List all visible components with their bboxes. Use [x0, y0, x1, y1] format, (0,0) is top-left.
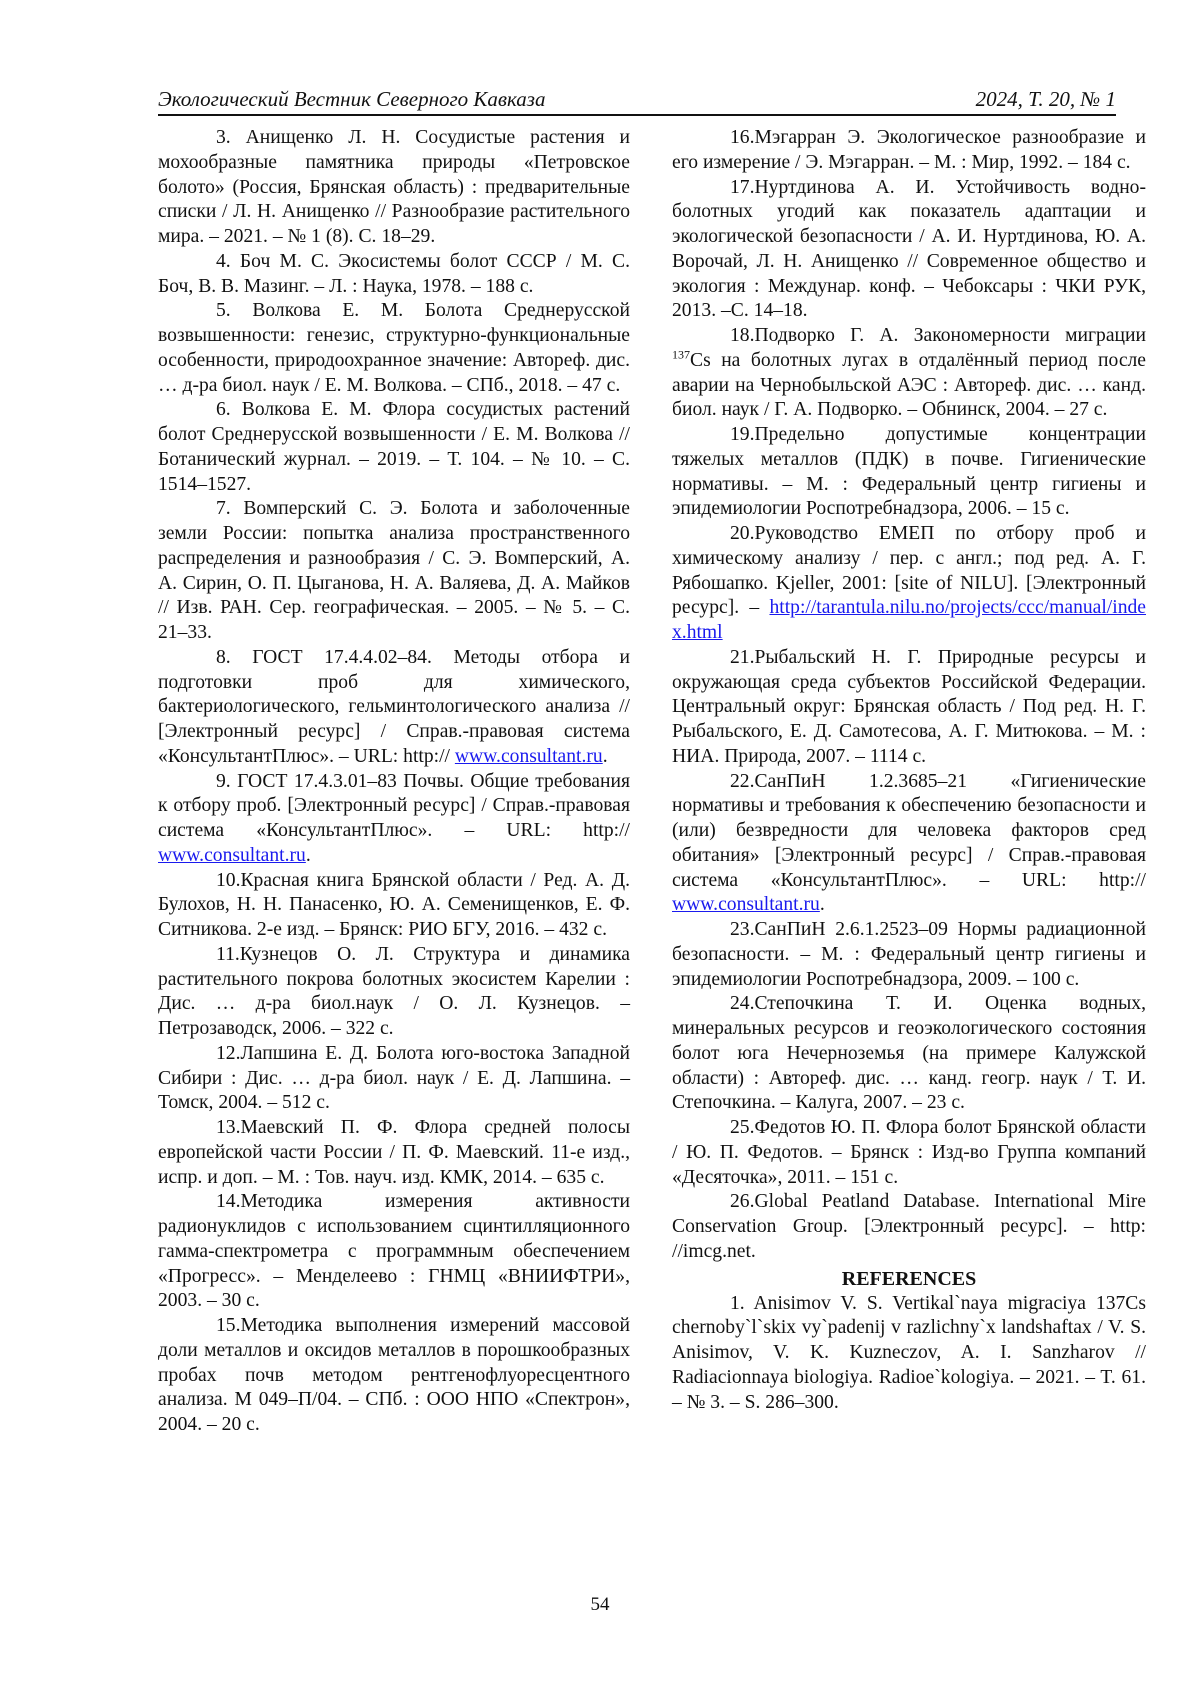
reference-12: 12.Лапшина Е. Д. Болота юго-востока Западной Сибири : Дис. … д-ра биол. наук / Е. Д. Лапшина. – Томск, 2004. – 512 с. [158, 1042, 630, 1114]
reference-13: 13.Маевский П. Ф. Флора средней полосы европейской части России / П. Ф. Маевский. 11-е изд., испр. и доп. – М. : Тов. науч. изд. КМК, 2014. – 635 с. [158, 1117, 630, 1188]
reference-6: 6. Волкова Е. М. Флора сосудистых растений болот Среднерусской возвышенности / Е. М. Волкова // Ботанический журнал. – 2019. – Т. 104. – № 10. – С. 1514–1527. [158, 399, 630, 495]
reference-9-text: 9. ГОСТ 17.4.3.01–83 Почвы. Общие требования к отбору проб. [Электронный ресурс] / Справ.-правовая система «КонсультантПлюс». – URL: http:// [158, 770, 630, 841]
references-heading: REFERENCES [841, 1267, 977, 1290]
reference-14: 14.Методика измерения активности радионуклидов с использованием сцинтилляционного гамма-спектрометра с программным обеспечением «Прогресс». – Менделеево : ГНМЦ «ВНИИФТРИ», 2003. – 30 с. [158, 1191, 630, 1312]
reference-3: 3. Анищенко Л. Н. Сосудистые растения и мохообразные памятника природы «Петровское болото» (Россия, Брянская область) : предварительные списки / Л. Н. Анищенко // Разнообразие растительного мира. – 2021. – № 1 (8). С. 18–29. [158, 127, 630, 247]
reference-10: 10.Красная книга Брянской области / Ред. А. Д. Булохов, Н. Н. Панасенко, Ю. А. Семенищенков, Е. Ф. Ситникова. 2-е изд. – Брянск: РИО БГУ, 2016. – 432 с. [158, 869, 630, 940]
reference-24: 24.Степочкина Т. И. Оценка водных, минеральных ресурсов и геоэкологического состояния болот юга Нечерноземья (на примере Калужской области) : Автореф. дис. … канд. геогр. наук / Т. И. Степочкина. – Калуга, 2007. – 23 с. [672, 993, 1146, 1114]
header-rule [158, 114, 1116, 116]
reference-22-text: 22.СанПиН 1.2.3685–21 «Гигиенические нормативы и требования к обеспечению безопасности и (или) безвредности для человека факторов сред обитания» [Электронный ресурс] / Справ.-правовая система «КонсультантПлюс». – URL: http:// [672, 770, 1146, 891]
reference-18-text-cont: Cs на болотных лугах в отдалённый период после аварии на Чернобыльской АЭС : Автореф. дис. … канд. биол. наук / Г. А. Подворко. – Обнинск, 2004. – 27 с. [672, 349, 1146, 421]
reference-7: 7. Вомперский С. Э. Болота и заболоченные земли России: попытка анализа пространственного распределения и разнообразия / С. Э. Вомперский, А. А. Сирин, О. П. Цыганова, Н. А. Валяева, Д. А. Майков // Изв. РАН. Сер. географическая. – 2005. – № 5. – С. 21–33. [158, 498, 630, 643]
reference-16: 16.Мэгарран Э. Экологическое разнообразие и его измерение / Э. Мэгарран. – М. : Мир, 1992. – 184 с. [672, 127, 1146, 173]
reference-18-text: 18.Подворко Г. А. Закономерности миграции [730, 325, 1146, 346]
reference-26: 26.Global Peatland Database. International Mire Conservation Group. [Электронный ресурс]. – http: //imcg.net. [672, 1191, 1146, 1262]
consultant-link[interactable]: www.consultant.ru [158, 844, 306, 866]
reference-23: 23.СанПиН 2.6.1.2523–09 Нормы радиационной безопасности. – М. : Федеральный центр гигиены и эпидемиологии Роспотребнадзора, 2009. – 100 с. [672, 919, 1146, 990]
reference-11: 11.Кузнецов О. Л. Структура и динамика растительного покрова болотных экосистем Карелии : Дис. … д-ра биол.наук / О. Л. Кузнецов. – Петрозаводск, 2006. – 322 с. [158, 943, 630, 1039]
consultant-link[interactable]: www.consultant.ru [672, 894, 820, 916]
running-header [158, 84, 1116, 114]
reference-21: 21.Рыбальский Н. Г. Природные ресурсы и окружающая среда субъектов Российской Федерации. Центральный округ: Брянская область / Под ред. Н. Г. Рыбальского, Е. Д. Самотесова, А. Г. Митюкова. – М. : НИА. Природа, 2007. – 1114 с. [672, 646, 1146, 767]
reference-17: 17.Нуртдинова А. И. Устойчивость водно-болотных угодий как показатель адаптации и экологической безопасности / А. И. Нуртдинова, Ю. А. Ворочай, Л. Н. Анищенко // Современное общество и экология : Междунар. конф. – Чебоксары : ЧКИ РУК, 2013. –С. 14–18. [672, 176, 1146, 322]
issue-info: 2024, Т. 20, № 1 [975, 87, 1116, 111]
reference-25: 25.Федотов Ю. П. Флора болот Брянской области / Ю. П. Федотов. – Брянск : Изд-во Группа компаний «Десяточка», 2011. – 151 с. [672, 1117, 1146, 1188]
reference-en-1: 1. Anisimov V. S. Vertikal`naya migraciya 137Cs chernoby`l`skix vy`padenij v razlichny`x landshaftax / V. S. Anisimov, V. K. Kuzneczov, A. I. Sanzharov // Radiacionnaya biologiya. Radioe`kologiya. – 2021. – T. 61. – № 3. – S. 286–300. [672, 1292, 1146, 1413]
isotope-superscript: 137 [672, 347, 690, 362]
journal-title: Экологический Вестник Северного Кавказа [158, 87, 546, 111]
nilu-link[interactable]: http://tarantula.nilu.no/projects/ccc/manual/index.html [672, 597, 1146, 643]
reference-18 [672, 324, 1146, 423]
reference-5: 5. Волкова Е. М. Болота Среднерусской возвышенности: генезис, структурно-функциональные особенности, природоохранное значение: Автореф. дис. … д-ра биол. наук / Е. М. Волкова. – СПб., 2018. – 47 с. [158, 300, 630, 396]
reference-15: 15.Методика выполнения измерений массовой доли металлов и оксидов металлов в порошкообразных пробах почв методом рентгенофлуоресцентного анализа. М 049–П/04. – СПб. : ООО НПО «Спектрон», 2004. – 20 с. [158, 1315, 630, 1435]
reference-9: 9. ГОСТ 17.4.3.01–83 Почвы. Общие требования к отбору проб. [Электронный ресурс] / Справ.-правовая система «КонсультантПлюс». – URL: http:// www.consultant.ru. [158, 770, 630, 866]
reference-4: 4. Боч М. С. Экосистемы болот СССР / М. С. Боч, В. В. Мазинг. – Л. : Наука, 1978. – 188 с. [158, 250, 630, 297]
left-column [158, 126, 630, 1438]
reference-19: 19.Предельно допустимые концентрации тяжелых металлов (ПДК) в почве. Гигиенические нормативы. – М. : Федеральный центр гигиены и эпидемиологии Роспотребнадзора, 2006. – 15 с. [672, 424, 1146, 520]
reference-8-text: 8. ГОСТ 17.4.4.02–84. Методы отбора и подготовки проб для химического, бактериологического, гельминтологического анализа // [Электронный ресурс] / Справ.-правовая система «КонсультантПлюс». – URL: http:// [158, 646, 630, 767]
reference-22: 22.СанПиН 1.2.3685–21 «Гигиенические нормативы и требования к обеспечению безопасности и (или) безвредности для человека факторов сред обитания» [Электронный ресурс] / Справ.-правовая система «КонсультантПлюс». – URL: http:// www.consultant.ru. [672, 770, 1146, 916]
consultant-link[interactable]: www.consultant.ru [454, 745, 603, 767]
reference-20 [672, 522, 1146, 646]
right-column [672, 126, 1146, 1415]
reference-20-text: 20.Руководство ЕМЕП по отбору проб и химическому анализу / пер. с англ.; под ред. А. Г. Рябошапко. Kjeller, 2001: [site of NILU]. [Электронный ресурс]. – [672, 523, 1146, 619]
page-number: 54 [590, 1594, 610, 1615]
reference-8: 8. ГОСТ 17.4.4.02–84. Методы отбора и подготовки проб для химического, бактериологического, гельминтологического анализа // [Электронный ресурс] / Справ.-правовая система «КонсультантПлюс». – URL: http:// www.consultant.ru. [158, 646, 630, 767]
